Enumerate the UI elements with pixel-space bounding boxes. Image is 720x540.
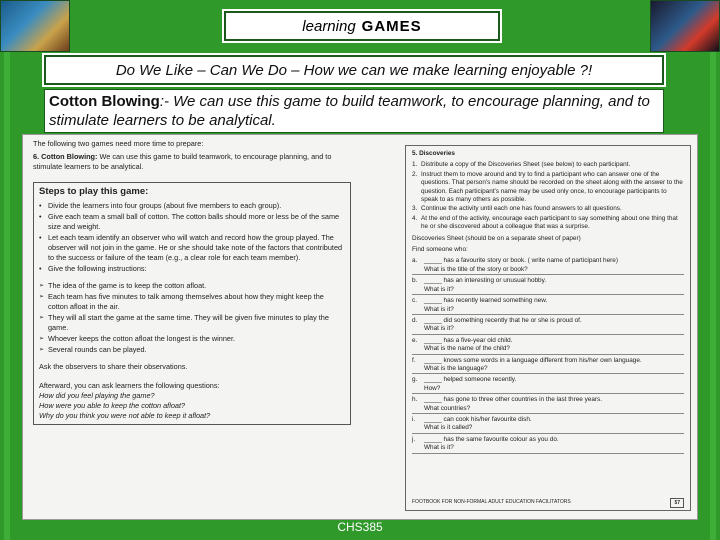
find-text: _____ has an interesting or unusual hobby. <box>424 277 547 285</box>
scan-game-title: 6. Cotton Blowing: <box>33 152 98 161</box>
step-text: Instruct them to move around and try to find a participant who can answer one of the questions. That person's name should be recorded on the sheet along with the answer to the question. Each participant's name may be used only once, to encourage participants to speak to as many others as possible. <box>421 170 683 204</box>
game-summary: :- We can use this game to build teamwork, to encourage planning, and to stimulate learners to be analytical. <box>49 93 650 129</box>
question-item: How were you able to keep the cotton afloat? <box>39 401 186 410</box>
slide-title-bold: GAMES <box>361 17 422 35</box>
sheet-title: Discoveries Sheet (should be on a separate sheet of paper) <box>412 234 581 242</box>
find-answer-line: What is it? <box>412 286 684 295</box>
scanned-page <box>22 134 698 520</box>
find-letter: d. <box>412 316 418 324</box>
scan-game-desc: We can use this game to build teamwork, to encourage planning, and to stimulate learners to be analytical. <box>33 152 332 171</box>
find-text: _____ can cook his/her favourite dish. <box>424 415 532 423</box>
find-text: _____ knows some words in a language different from his/her own language. <box>424 356 642 364</box>
left-stripe <box>4 0 10 540</box>
game-thumbnail-right <box>650 0 720 52</box>
step-text: Continue the activity until each one has found answers to all questions. <box>421 205 622 213</box>
steps-box <box>33 182 351 425</box>
find-letter: f. <box>412 356 416 364</box>
question-item: Why do you think you were not able to keep it afloat? <box>39 411 211 420</box>
page-number: 57 <box>670 498 684 508</box>
find-item <box>412 317 684 325</box>
scan-footer <box>412 498 684 508</box>
instruction-item: ➢ Whoever keeps the cotton afloat the longest is the winner. <box>39 334 345 344</box>
find-letter: h. <box>412 396 418 404</box>
find-letter: a. <box>412 257 418 265</box>
instruction-item: ➢ Several rounds can be played. <box>39 345 345 355</box>
slide-caption: CHS385 <box>337 520 383 534</box>
step-item: • Divide the learners into four groups (about five members to each group). <box>39 201 345 211</box>
discoveries-step <box>412 205 684 213</box>
find-item <box>412 257 684 265</box>
discoveries-title: 5. Discoveries <box>412 150 455 157</box>
scan-intro: The following two games need more time to prepare: <box>33 139 204 148</box>
slide-subtitle: Do We Like – Can We Do – How we can we make learning enjoyable ?! <box>44 55 664 85</box>
find-letter: b. <box>412 277 418 285</box>
step-number: 4. <box>412 214 418 222</box>
game-description <box>44 89 664 133</box>
find-answer-line: How? <box>412 385 684 394</box>
find-letter: j. <box>412 435 416 443</box>
step-item: • Let each team identify an observer who will watch and record how the group played. The observer will not join in the game. He or she should take note of the factors that contributed to the success or failure of the team (e.g., a clear role for each team member). <box>39 233 345 263</box>
slide-title-italic: learning <box>302 17 356 35</box>
find-text: _____ did something recently that he or she is proud of. <box>424 316 582 324</box>
find-letter: i. <box>412 415 416 423</box>
discoveries-step <box>412 161 684 169</box>
find-letter: c. <box>412 297 417 305</box>
find-item <box>412 357 684 365</box>
find-item <box>412 376 684 384</box>
game-thumbnail-left <box>0 0 70 52</box>
scan-left-column <box>33 139 351 425</box>
find-text: _____ has recently learned something new. <box>424 297 548 305</box>
step-text: Distribute a copy of the Discoveries Sheet (see below) to each participant. <box>421 161 631 169</box>
find-text: _____ has the same favourite colour as you do. <box>424 435 559 443</box>
game-name: Cotton Blowing <box>49 93 160 110</box>
find-answer-line: What is it? <box>412 444 684 453</box>
step-item: • Give each team a small ball of cotton. The cotton balls should more or less be of the same size and weight. <box>39 212 345 232</box>
scan-footer-text: FOOTBOOK FOR NON-FORMAL ADULT EDUCATION FACILITATORS <box>412 498 571 505</box>
observers-note: Ask the observers to share their observations. <box>39 362 188 371</box>
scan-game-heading <box>33 152 351 172</box>
find-item <box>412 396 684 404</box>
steps-title: Steps to play this game: <box>39 186 149 197</box>
find-answer-line: What is the language? <box>412 365 684 374</box>
find-letter: g. <box>412 376 418 384</box>
find-answer-line: What countries? <box>412 405 684 414</box>
find-letter: e. <box>412 336 418 344</box>
find-text: _____ has a five-year old child. <box>424 336 513 344</box>
right-stripe <box>710 0 716 540</box>
find-text: _____ has gone to three other countries in the last three years. <box>424 396 602 404</box>
find-answer-line: What is it? <box>412 325 684 334</box>
scan-right-column <box>405 145 691 511</box>
find-item <box>412 337 684 345</box>
step-number: 1. <box>412 161 418 169</box>
find-answer-line: What is it called? <box>412 424 684 433</box>
afterward-note: Afterward, you can ask learners the following questions: <box>39 381 220 390</box>
instruction-item: ➢ The idea of the game is to keep the cotton afloat. <box>39 281 345 291</box>
discoveries-step <box>412 171 684 205</box>
find-item <box>412 277 684 285</box>
step-number: 3. <box>412 205 418 213</box>
find-text: _____ has a favourite story or book. ( write name of participant here) <box>424 257 618 265</box>
slide-title <box>224 11 500 41</box>
instruction-item: ➢ Each team has five minutes to talk among themselves about how they might keep the cotton afloat in the air. <box>39 292 345 312</box>
question-item: How did you feel playing the game? <box>39 391 155 400</box>
find-answer-line: What is the name of the child? <box>412 345 684 354</box>
step-number: 2. <box>412 170 418 178</box>
find-item <box>412 416 684 424</box>
find-item <box>412 297 684 305</box>
instruction-item: ➢ They will all start the game at the same time. They will be given five minutes to play the game. <box>39 313 345 333</box>
step-text: At the end of the activity, encourage each participant to say something about one thing that he or she discovered about a colleague that was a surprise. <box>421 214 678 231</box>
find-answer-line: What is it? <box>412 306 684 315</box>
find-answer-line: What is the title of the story or book? <box>412 266 684 275</box>
find-item <box>412 436 684 444</box>
find-text: _____ helped someone recently. <box>424 376 517 384</box>
find-label: Find someone who: <box>412 246 468 254</box>
step-item: • Give the following instructions: <box>39 264 345 274</box>
discoveries-step <box>412 215 684 232</box>
